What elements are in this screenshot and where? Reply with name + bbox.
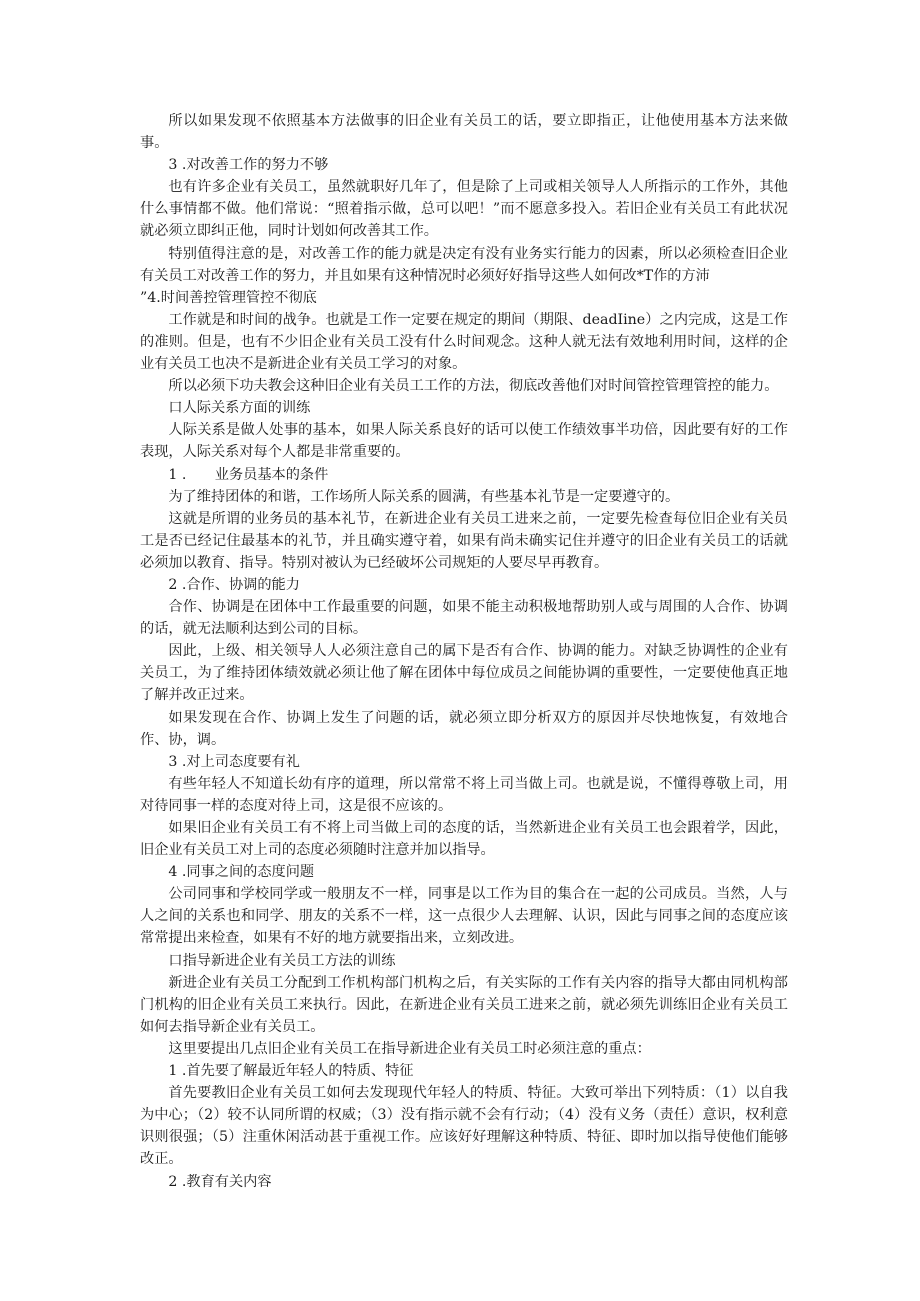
section-heading: 3 .对上司态度要有礼 (168, 753, 300, 770)
section-heading: 2 .合作、协调的能力 (168, 576, 300, 593)
section-heading: 3 .对改善工作的努力不够 (168, 157, 329, 174)
paragraph: 特别值得注意的是，对改善工作的能力就是决定有没有业务实行能力的因素，所以必须检查旧企业有关员工对改善工作的努力，并且如果有这种情况时必须好好指导这些人如何改*T作的方沛 (140, 245, 788, 284)
paragraph: 为了维持团体的和谐，工作场所人际关系的圆满，有些基本礼节是一定要遵守的。 (168, 488, 680, 505)
paragraph: 公司同事和学校同学或一般朋友不一样，同事是以工作为目的集合在一起的公司成员。当然，人与人之间的关系也和同学、朋友的关系不一样，这一点很少人去理解、认识，因此与同事之间的态度应该常常提出来检查，如果有不好的地方就要指出来，立刻改进。 (140, 886, 788, 947)
document-body (140, 110, 788, 1193)
paragraph: 新进企业有关员工分配到工作机构部门机构之后，有关实际的工作有关内容的指导大都由同机构部门机构的旧企业有关员工来执行。因此，在新进企业有关员工进来之前，就必须先训练旧企业有关员工如何去指导新企业有关员工。 (140, 974, 788, 1035)
paragraph: 有些年轻人不知道长幼有序的道理，所以常常不将上司当做上司。也就是说，不懂得尊敬上司，用对待同事一样的态度对待上司，这是很不应该的。 (140, 775, 788, 814)
section-heading: 1 . 业务员基本的条件 (168, 466, 329, 483)
section-heading: 口指导新进企业有关员工方法的训练 (168, 952, 396, 969)
section-heading: 4 .同事之间的态度问题 (168, 864, 315, 881)
paragraph: 所以如果发现不依照基本方法做事的旧企业有关员工的话，要立即指正，让他使用基本方法来做事。 (140, 113, 788, 152)
section-heading: 口人际关系方面的训练 (168, 400, 311, 417)
paragraph: 如果发现在合作、协调上发生了问题的话，就必须立即分析双方的原因并尽快地恢复，有效地合作、协，调。 (140, 709, 788, 748)
section-heading: 1 .首先要了解最近年轻人的特质、特征 (168, 1063, 414, 1080)
paragraph: 如果旧企业有关员工有不将上司当做上司的态度的话，当然新进企业有关员工也会跟着学，因此，旧企业有关员工对上司的态度必须随时注意并加以指导。 (140, 820, 788, 859)
section-heading: ”4.时间善控管理管控不彻底 (140, 289, 317, 306)
paragraph: 也有许多企业有关员工，虽然就职好几年了，但是除了上司或相关领导人人所指示的工作外，其他什么事情都不做。他们常说：“照着指示做，总可以吧！”而不愿意多投入。若旧企业有关员工有此状况就必须立即纠正他，同时计划如何改善其工作。 (140, 179, 788, 240)
paragraph: 首先要教旧企业有关员工如何去发现现代年轻人的特质、特征。大致可举出下列特质：（1）以自我为中心；（2）较不认同所谓的权威；（3）没有指示就不会有行动；（4）没有义务（责任）意识，权利意识则很强；（5）注重休闲活动甚于重视工作。应该好好理解这种特质、特征、即时加以指导使他们能够改正。 (140, 1085, 788, 1168)
paragraph: 工作就是和时间的战争。也就是工作一定要在规定的期间（期限、deadIine）之内完成，这是工作的准则。但是，也有不少旧企业有关员工没有什么时间观念。这种人就无法有效地利用时间，这样的企业有关员工也决不是新进企业有关员工学习的对象。 (140, 311, 788, 373)
section-heading: 2 .教育有关内容 (168, 1173, 272, 1190)
paragraph: 因此，上级、相关领导人人必须注意自己的属下是否有合作、协调的能力。对缺乏协调性的企业有关员工，为了维持团体绩效就必须让他了解在团体中每位成员之间能协调的重要性，一定要使他真正地了解并改正过来。 (140, 643, 788, 704)
paragraph: 合作、协调是在团体中工作最重要的问题，如果不能主动积极地帮助别人或与周围的人合作、协调的话，就无法顺利达到公司的目标。 (140, 599, 788, 638)
paragraph: 人际关系是做人处事的基本，如果人际关系良好的话可以使工作绩效事半功倍，因此要有好的工作表现，人际关系对每个人都是非常重要的。 (140, 422, 788, 461)
paragraph: 这就是所谓的业务员的基本礼节，在新进企业有关员工进来之前，一定要先检查每位旧企业有关员工是否已经记住最基本的礼节，并且确实遵守着，如果有尚未确实记住并遵守的旧企业有关员工的话就必须加以教育、指导。特别对被认为已经破坏公司规矩的人要尽早再教育。 (140, 510, 788, 571)
paragraph: 这里要提出几点旧企业有关员工在指导新进企业有关员工时必须注意的重点： (168, 1040, 651, 1057)
paragraph: 所以必须下功夫教会这种旧企业有关员工工作的方法，彻底改善他们对时间管控管理管控的能力。 (168, 378, 779, 395)
